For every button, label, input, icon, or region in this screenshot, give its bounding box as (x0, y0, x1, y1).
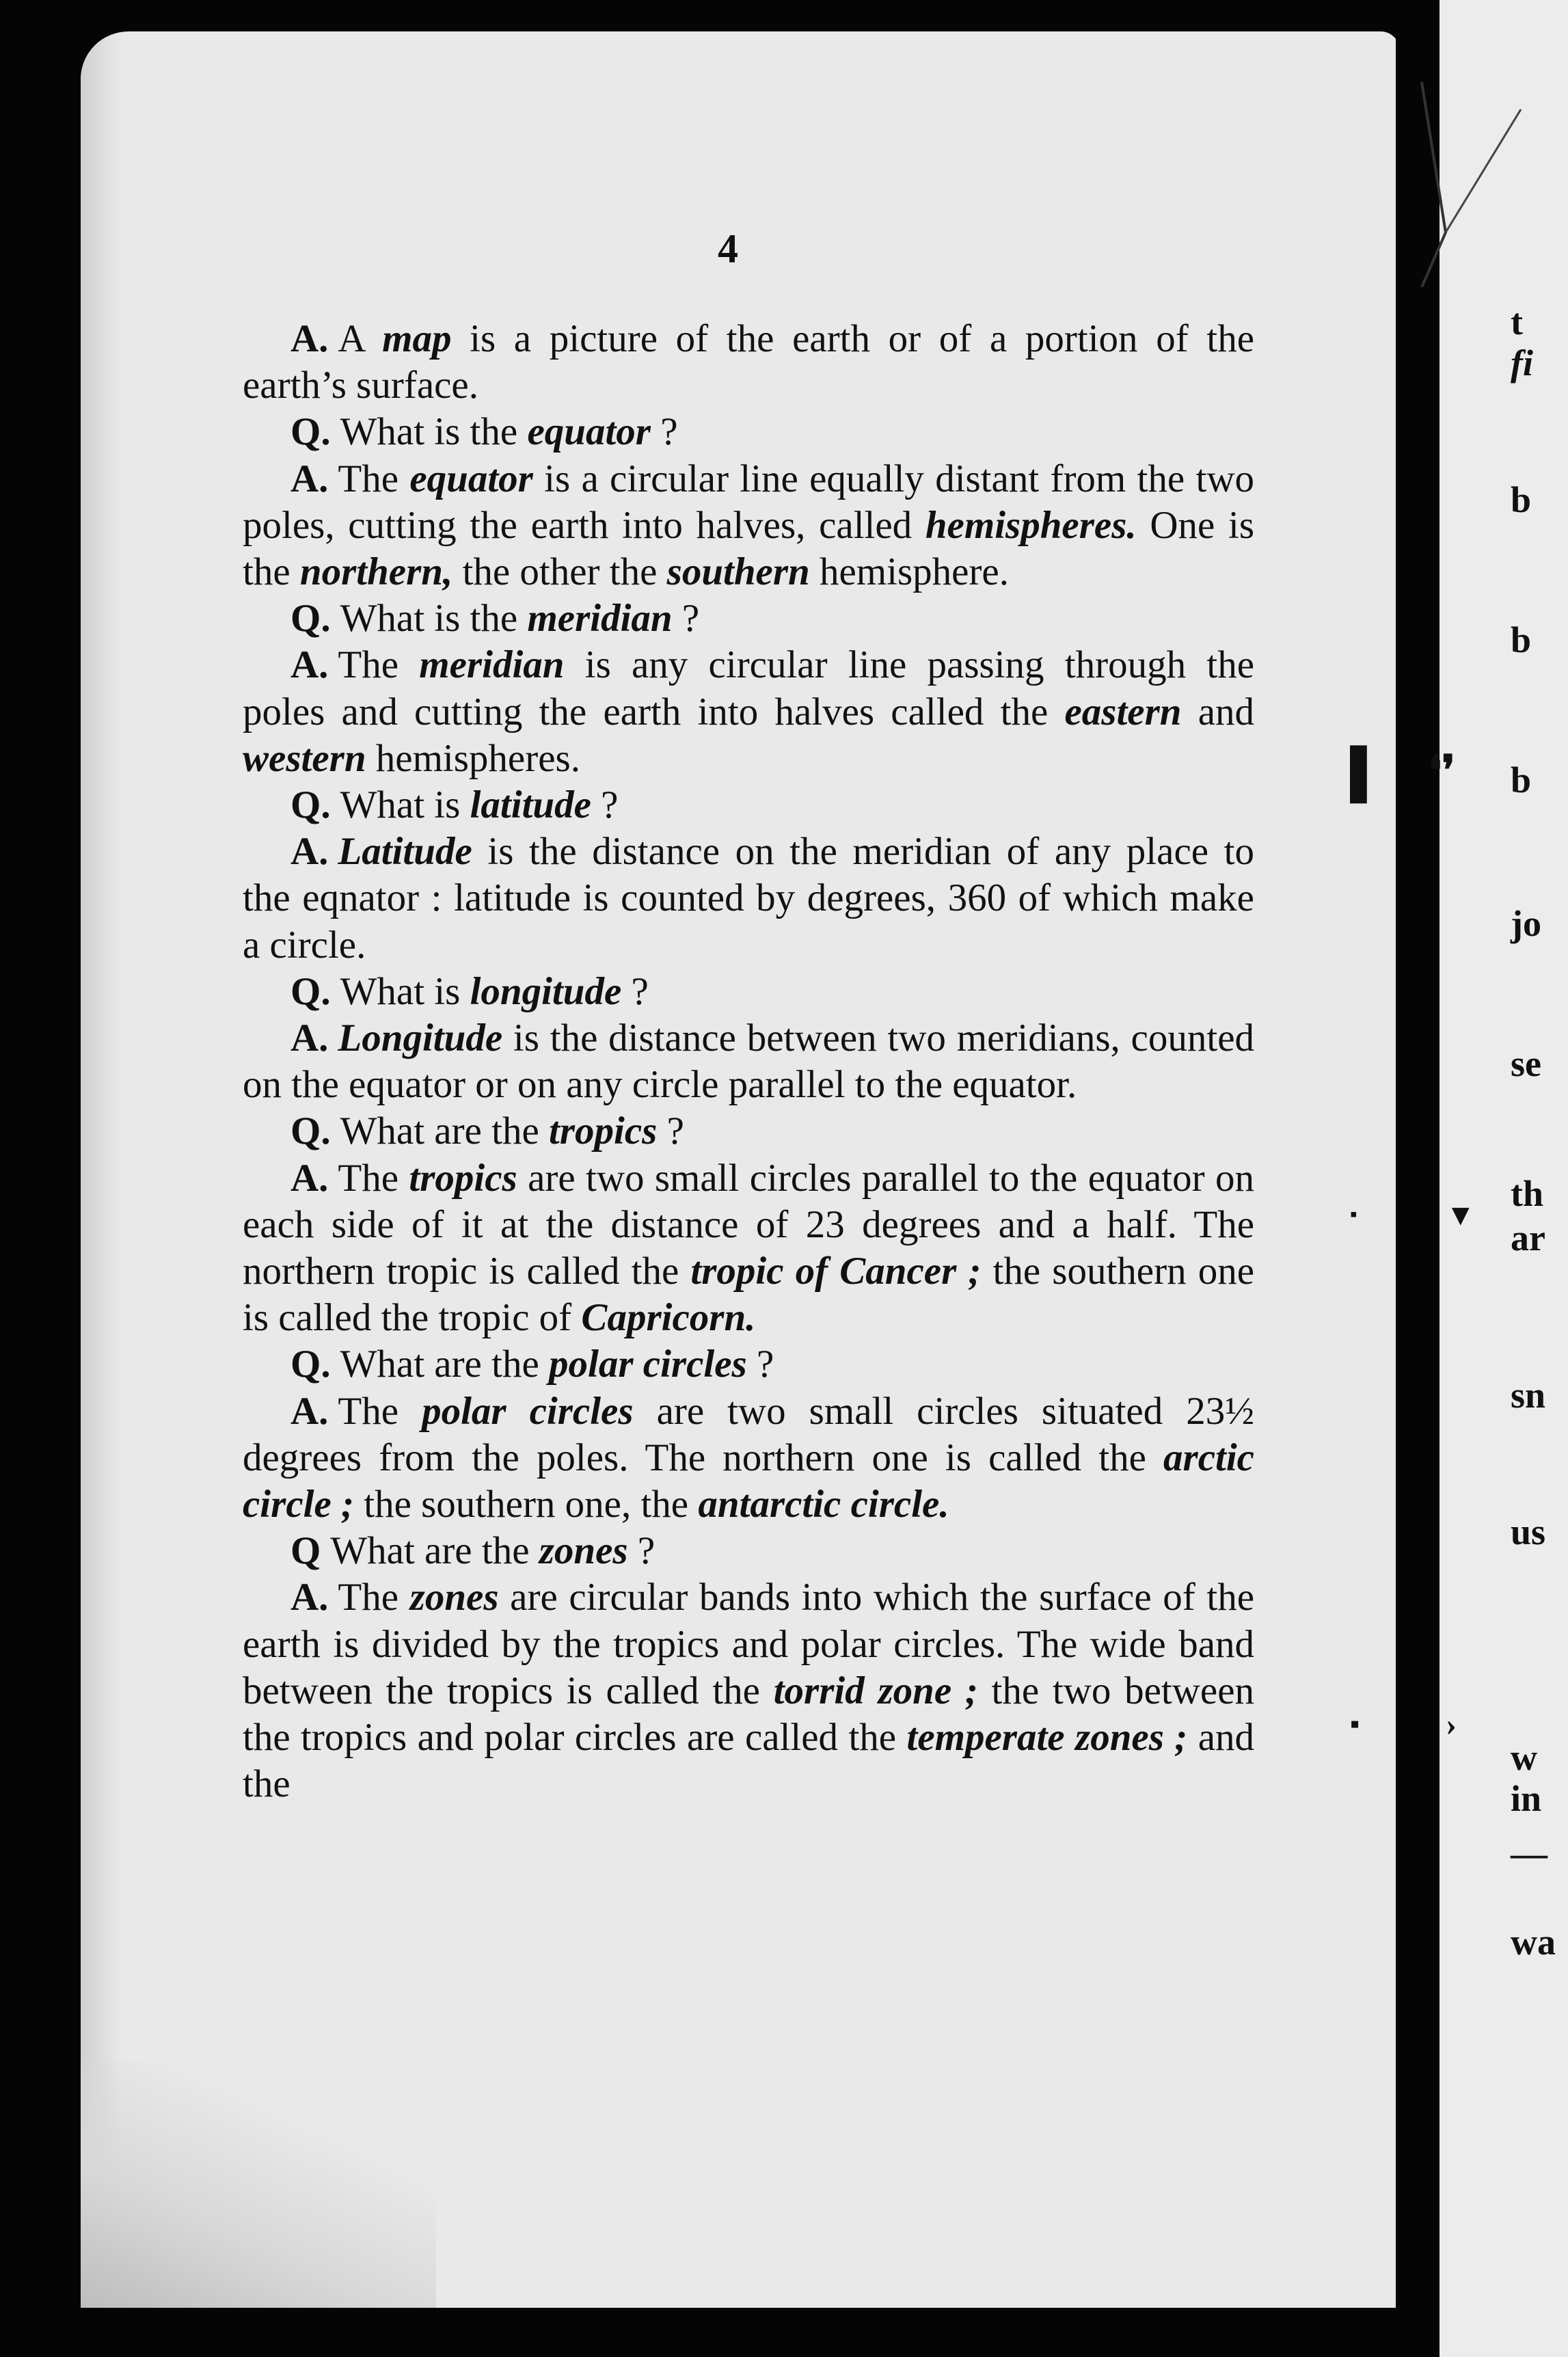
italic-term: tropics (409, 1156, 517, 1200)
italic-term: tropics (549, 1109, 658, 1153)
speaker-label: Q. (290, 783, 331, 827)
text-run: One is the (243, 503, 1254, 594)
facing-page-fragment: in (1511, 1778, 1542, 1819)
text-run: ? (746, 1343, 774, 1386)
speaker-label: A. (290, 317, 329, 360)
italic-term: longitude (470, 969, 622, 1013)
question-paragraph (243, 1108, 1254, 1155)
speaker-label: Q. (290, 410, 331, 454)
text-run: What is the (340, 597, 528, 641)
text-run: ? (650, 410, 678, 454)
speaker-label: A. (290, 1016, 329, 1060)
facing-page-fragment: th (1511, 1173, 1544, 1214)
text-run: are two small circles parallel to the equator on each side of it at the distance of 23 degrees and a half. The northern tropic is called the (243, 1156, 1254, 1293)
question-paragraph (243, 409, 1254, 455)
answer-paragraph (243, 1388, 1254, 1528)
italic-term: eastern (1064, 690, 1182, 733)
facing-page-text-fragments (1511, 0, 1568, 2357)
answer-paragraph (243, 642, 1254, 782)
italic-term: zones (409, 1576, 499, 1619)
question-paragraph (243, 595, 1254, 642)
text-run: The (338, 643, 420, 687)
text-run: is a picture of the earth or of a portion of the earth’s surface. (243, 317, 1254, 407)
page-number: 4 (718, 226, 738, 271)
answer-paragraph (243, 1015, 1254, 1108)
text-run: ? (591, 783, 619, 827)
italic-term: zones (539, 1529, 628, 1573)
italic-term: torrid zone ; (773, 1669, 978, 1712)
question-paragraph (243, 1528, 1254, 1574)
text-run: is any circular line passing through the poles and cutting the earth into halves called the (243, 643, 1254, 733)
speaker-label: Q (290, 1529, 321, 1573)
italic-term: polar circles (549, 1343, 747, 1386)
speaker-label: A. (290, 1156, 329, 1200)
text-run: The (338, 1156, 409, 1200)
answer-paragraph (243, 829, 1254, 969)
italic-term: temperate zones ; (906, 1716, 1188, 1760)
text-run: hemispheres. (366, 736, 580, 780)
italic-term: antarctic circle. (698, 1483, 949, 1526)
text-run: ? (672, 597, 700, 641)
facing-page-fragment: w (1511, 1737, 1537, 1778)
ink-mark: ▌ (1350, 747, 1384, 800)
speaker-label: A. (290, 1389, 329, 1433)
text-run: is the distance on the meridian of any place to the eqnator : latitude is counted by degrees, 360 of which make a circle. (243, 830, 1254, 967)
facing-page-fragment: se (1511, 1043, 1541, 1084)
italic-term: map (382, 317, 452, 360)
italic-term: latitude (470, 783, 591, 827)
facing-page-fragment: us (1511, 1511, 1546, 1552)
ink-mark: ▪ (1350, 1708, 1360, 1739)
speaker-label: A. (290, 643, 329, 687)
facing-page-fragment: b (1511, 619, 1532, 660)
text-run: are circular bands into which the surface of the earth is divided by the tropics and polar circles. The wide band between the tropics is called the (243, 1576, 1254, 1712)
answer-paragraph (243, 1155, 1254, 1342)
page-edge-shadow (81, 31, 122, 2308)
text-run: What are the (340, 1109, 549, 1153)
italic-term: northern, (299, 550, 453, 594)
italic-term: equator (409, 457, 533, 500)
speaker-label: Q. (290, 969, 331, 1013)
facing-page-fragment: t (1511, 301, 1523, 342)
text-run: A (338, 317, 383, 360)
text-run: is a circular line equally distant from the two poles, cutting the earth into halves, called (243, 457, 1254, 547)
italic-term: polar circles (422, 1389, 634, 1433)
speaker-label: A. (290, 1576, 329, 1619)
answer-paragraph (243, 316, 1254, 409)
facing-page-fragment: fi (1511, 342, 1533, 383)
italic-term: tropic of Cancer ; (690, 1250, 982, 1293)
facing-page-fragment: — (1511, 1833, 1547, 1874)
speaker-label: Q. (290, 1109, 331, 1153)
ink-mark: ▪ (1350, 1203, 1357, 1226)
facing-page-fragment: b (1511, 479, 1532, 520)
qa-text-block (243, 316, 1254, 1808)
answer-paragraph (243, 456, 1254, 596)
ink-mark: › (1446, 1706, 1457, 1742)
italic-term: meridian (527, 597, 673, 641)
text-run: The (338, 1576, 410, 1619)
italic-term: meridian (419, 643, 565, 687)
facing-page-fragment: b (1511, 759, 1532, 800)
italic-term: Capricorn. (581, 1296, 756, 1340)
question-paragraph (243, 969, 1254, 1015)
ink-mark: ❛❜ (1429, 748, 1455, 793)
text-run: ? (627, 1529, 655, 1573)
ink-mark: ▼ (1446, 1198, 1476, 1232)
italic-term: equator (527, 410, 651, 454)
question-paragraph (243, 782, 1254, 829)
text-run: the southern one, the (353, 1483, 699, 1526)
text-run: the other the (452, 550, 667, 594)
text-run: ? (657, 1109, 684, 1153)
text-run: What is (340, 783, 470, 827)
text-run: ? (621, 969, 649, 1013)
italic-term: southern (666, 550, 810, 594)
text-run: is the distance between two meridians, counted on the equator or on any circle parallel to the equator. (243, 1016, 1254, 1107)
text-run: the two between the tropics and polar circles are called the (243, 1669, 1255, 1760)
book-gutter (1396, 0, 1444, 2357)
facing-page-fragment: wa (1511, 1922, 1556, 1963)
text-run: What are the (340, 1343, 549, 1386)
facing-page-fragment: jo (1511, 903, 1541, 944)
italic-term: Latitude (338, 830, 472, 874)
facing-page-fragment: ar (1511, 1217, 1545, 1258)
italic-term: Longitude (338, 1016, 503, 1060)
text-run: and (1181, 690, 1254, 733)
text-run: the southern one is called the tropic of (243, 1250, 1255, 1340)
text-run: are two small circles situated 23½ degrees from the poles. The northern one is called the (243, 1389, 1254, 1479)
text-run: The (338, 457, 410, 500)
facing-page-fragment: sn (1511, 1375, 1546, 1416)
text-run: The (338, 1389, 422, 1433)
speaker-label: A. (290, 457, 329, 500)
text-run: What is (340, 969, 470, 1013)
answer-paragraph (243, 1574, 1254, 1807)
text-run: hemisphere. (809, 550, 1009, 594)
italic-term: western (243, 736, 366, 780)
speaker-label: A. (290, 830, 329, 874)
text-run: and the (243, 1716, 1254, 1806)
text-run: What are the (330, 1529, 539, 1573)
speaker-label: Q. (290, 597, 331, 641)
page-stain (81, 2062, 436, 2308)
italic-term: arctic circle ; (243, 1436, 1254, 1526)
text-run: What is the (340, 410, 528, 454)
question-paragraph (243, 1341, 1254, 1388)
speaker-label: Q. (290, 1343, 331, 1386)
italic-term: hemispheres. (925, 503, 1137, 547)
